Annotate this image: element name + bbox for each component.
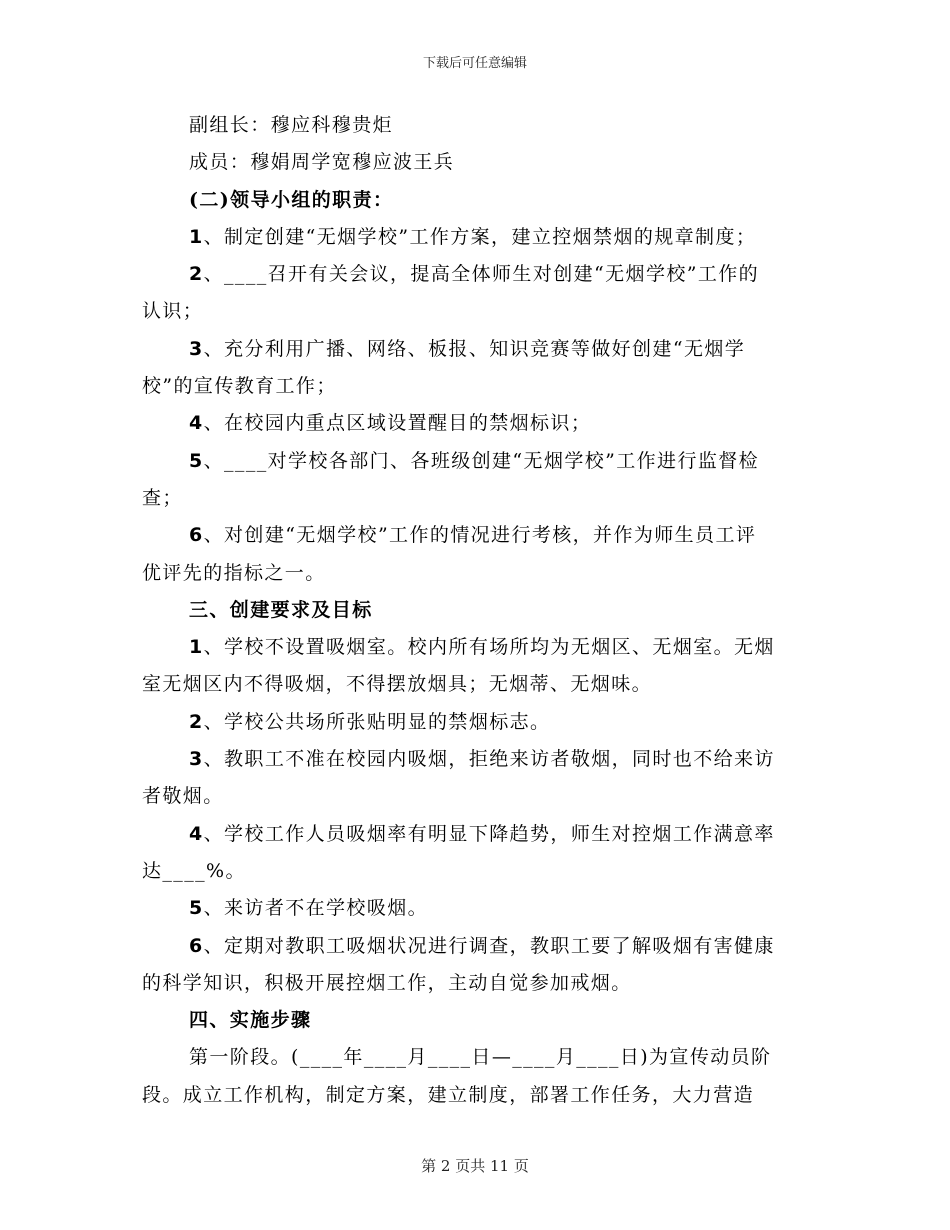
- duty-list: [142, 219, 812, 592]
- requirement-text: 、定期对教职工吸烟状况进行调查，教职工要了解吸烟有害健康: [203, 934, 775, 957]
- requirement-text: 、学校工作人员吸烟率有明显下降趋势，师生对控烟工作满意率: [203, 822, 775, 845]
- duty-item-4: [142, 405, 812, 442]
- requirement-item-4-cont: 达____%。: [142, 859, 246, 882]
- duty-item-3-cont: 校”的宣传教育工作；: [142, 375, 337, 398]
- duty-text: 、____对学校各部门、各班级创建“无烟学校”工作进行监督检: [203, 449, 760, 472]
- requirement-text: 、来访者不在学校吸烟。: [203, 897, 429, 920]
- duty-number: 1: [189, 225, 204, 248]
- requirement-item-1-cont: 室无烟区内不得吸烟，不得摆放烟具；无烟蒂、无烟味。: [142, 673, 653, 696]
- duty-number: 4: [189, 412, 204, 435]
- steps-heading: 四、实施步骤: [189, 1009, 312, 1032]
- requirement-item-2: [142, 704, 812, 741]
- requirement-number: 3: [189, 748, 204, 771]
- duty-item-2-cont: 认识；: [142, 300, 204, 323]
- duty-text: 、制定创建“无烟学校”工作方案，建立控烟禁烟的规章制度；: [203, 225, 757, 248]
- requirement-item-3-cont: 者敬烟。: [142, 785, 224, 808]
- stage-one-line: 第一阶段。(____年____月____日—____月____日)为宣传动员阶: [189, 1046, 772, 1069]
- requirement-number: 6: [189, 934, 204, 957]
- requirement-item-4: [142, 816, 812, 853]
- duty-item-6: [142, 517, 812, 554]
- requirement-item-1: [142, 629, 812, 666]
- duty-number: 2: [189, 263, 204, 286]
- requirement-list: [142, 629, 812, 1002]
- duty-item-2: [142, 256, 812, 293]
- duty-text: 、在校园内重点区域设置醒目的禁烟标识；: [203, 412, 592, 435]
- requirement-number: 2: [189, 710, 204, 733]
- page-header: 下载后可任意编辑: [422, 56, 527, 71]
- requirement-text: 、教职工不准在校园内吸烟，拒绝来访者敬烟，同时也不给来访: [203, 748, 775, 771]
- requirement-item-6: [142, 928, 812, 965]
- duty-number: 5: [189, 449, 204, 472]
- duty-text: 、对创建“无烟学校”工作的情况进行考核，并作为师生员工评: [203, 524, 757, 547]
- requirement-item-6-cont: 的科学知识，积极开展控烟工作，主动自觉参加戒烟。: [142, 971, 632, 994]
- duty-item-5-cont: 查；: [142, 486, 183, 509]
- requirement-text: 、学校不设置吸烟室。校内所有场所均为无烟区、无烟室。无烟: [203, 636, 775, 659]
- page-footer: 第 2 页共 11 页: [421, 1157, 529, 1175]
- requirement-text: 、学校公共场所张贴明显的禁烟标志。: [203, 710, 551, 733]
- deputy-leader-line: 副组长：穆应科穆贵炬: [189, 114, 394, 136]
- duty-number: 3: [189, 337, 204, 360]
- duty-text: 、充分利用广播、网络、板报、知识竞赛等做好创建“无烟学: [203, 337, 746, 360]
- duty-heading: (二)领导小组的职责：: [189, 188, 394, 211]
- requirement-item-3: [142, 741, 812, 778]
- duty-item-5: [142, 443, 812, 480]
- requirement-number: 5: [189, 897, 204, 920]
- duty-number: 6: [189, 524, 204, 547]
- requirement-item-5: [142, 890, 812, 927]
- requirement-number: 4: [189, 822, 204, 845]
- duty-text: 、____召开有关会议，提高全体师生对创建“无烟学校”工作的: [203, 263, 760, 286]
- members-line: 成员：穆娟周学宽穆应波王兵: [189, 151, 455, 174]
- requirements-heading: 三、创建要求及目标: [189, 598, 373, 621]
- duty-item-1: [142, 219, 812, 256]
- duty-item-6-cont: 优评先的指标之一。: [142, 561, 326, 584]
- requirement-number: 1: [189, 636, 204, 659]
- duty-item-3: [142, 331, 812, 368]
- document-body: [142, 107, 812, 1114]
- stage-one-line-cont: 段。成立工作机构，制定方案，建立制度，部署工作任务，大力营造: [142, 1083, 755, 1106]
